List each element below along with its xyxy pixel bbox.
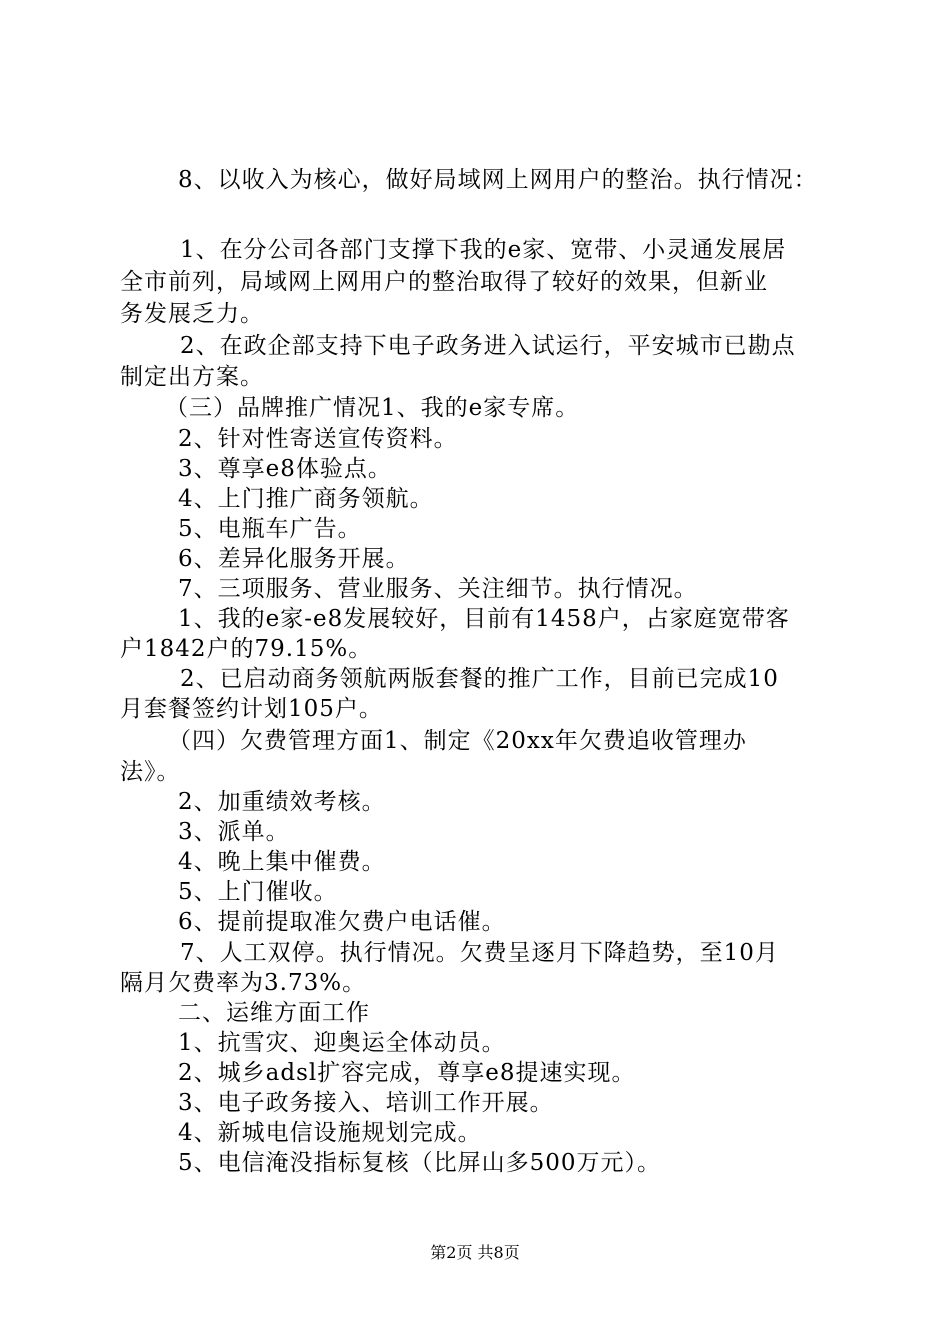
paragraph-line: 5、电信淹没指标复核（比屏山多500万元）。 [178,1150,662,1176]
paragraph-line: 2、城乡adsl扩容完成，尊享e8提速实现。 [178,1060,636,1086]
paragraph-line: 2、针对性寄送宣传资料。 [178,426,458,452]
paragraph-line: （四）欠费管理方面1、制定《20xx年欠费追收管理办 [168,728,747,754]
paragraph-line: 6、差异化服务开展。 [178,546,410,572]
paragraph-line: 3、派单。 [178,819,290,845]
paragraph-line: 6、提前提取准欠费户电话催。 [178,909,506,935]
paragraph-line: 5、电瓶车广告。 [178,516,362,542]
paragraph-line: 2、加重绩效考核。 [178,789,386,815]
paragraph-line: 3、尊享e8体验点。 [178,456,392,482]
paragraph-line: 5、上门催收。 [178,879,338,905]
paragraph-line: 1、我的e家-e8发展较好，目前有1458户，占家庭宽带客 [178,606,790,632]
paragraph-line: 1、在分公司各部门支撑下我的e家、宽带、小灵通发展居 [180,237,787,263]
paragraph-line: 2、已启动商务领航两版套餐的推广工作，目前已完成10 [180,666,779,692]
paragraph-line: 制定出方案。 [120,364,264,390]
paragraph-line: 4、上门推广商务领航。 [178,486,434,512]
paragraph-line: 隔月欠费率为3.73%。 [120,970,367,996]
paragraph-line: 月套餐签约计划105户。 [120,696,383,722]
paragraph-line: 7、人工双停。执行情况。欠费呈逐月下降趋势，至10月 [180,940,779,966]
paragraph-line: （三）品牌推广情况1、我的e家专席。 [165,395,580,421]
section-heading: 二、运维方面工作 [178,1000,370,1026]
paragraph-line: 法》。 [120,759,181,785]
paragraph-line: 2、在政企部支持下电子政务进入试运行，平安城市已勘点 [180,333,796,359]
paragraph-line: 4、新城电信设施规划完成。 [178,1120,482,1146]
paragraph-line: 全市前列，局域网上网用户的整治取得了较好的效果，但新业 [120,269,768,295]
paragraph-line: 3、电子政务接入、培训工作开展。 [178,1090,554,1116]
page-footer: 第2页 共8页 [430,1243,520,1262]
paragraph-line: 务发展乏力。 [120,301,264,327]
paragraph-line: 7、三项服务、营业服务、关注细节。执行情况。 [178,576,698,602]
paragraph-line: 8、以收入为核心，做好局域网上网用户的整治。执行情况： [178,167,818,193]
paragraph-line: 1、抗雪灾、迎奥运全体动员。 [178,1030,506,1056]
paragraph-line: 4、晚上集中催费。 [178,849,386,875]
paragraph-line: 户1842户的79.15%。 [120,636,373,662]
